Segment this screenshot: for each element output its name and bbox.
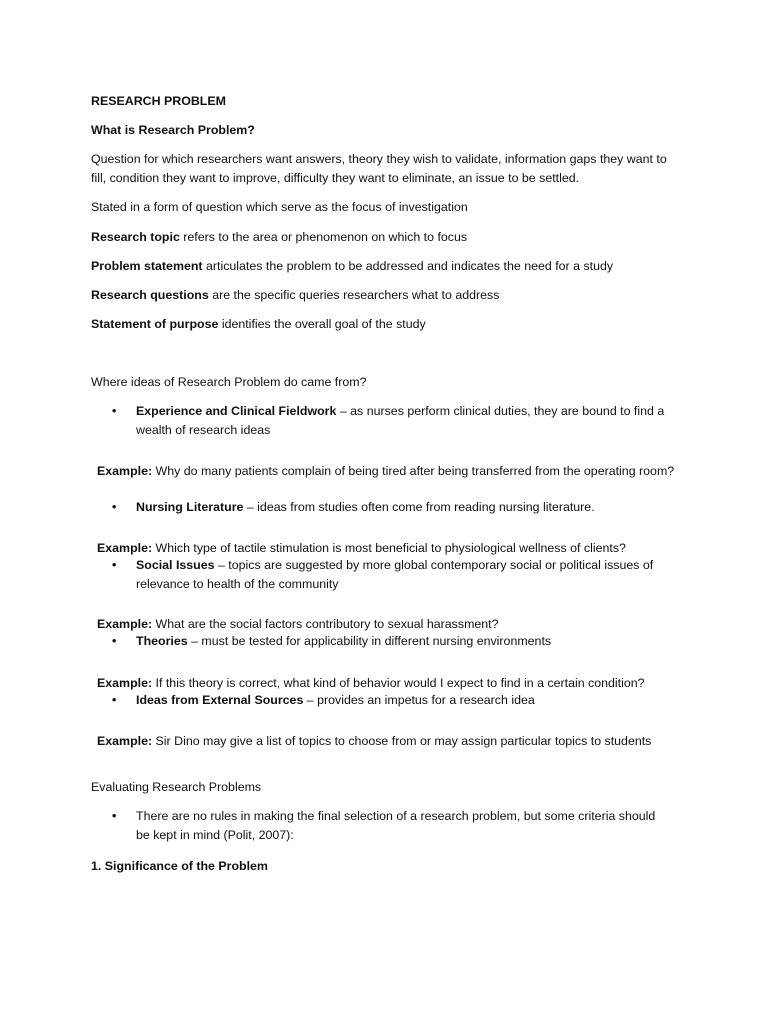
term-problem-statement [91,257,681,276]
term-statement-of-purpose [91,315,681,334]
bullet-icon: • [112,634,117,648]
term-label: Research topic [91,230,180,244]
term-label: Statement of purpose [91,317,219,331]
document-title: RESEARCH PROBLEM [91,94,226,108]
bullet-text [136,556,672,594]
bullet-icon: • [112,693,117,707]
source-name: Social Issues [136,558,215,572]
bullet-icon: • [112,404,117,418]
source-name: Experience and Clinical Fieldwork [136,404,337,418]
term-text: are the specific queries researchers what to address [208,288,500,302]
bullet-icon: • [112,500,117,514]
bullet-icon: • [112,558,117,572]
term-text: refers to the area or phenomenon on which to focus [179,230,468,244]
term-text: identifies the overall goal of the study [218,317,426,331]
source-name: Nursing Literature [136,500,244,514]
source-name: Ideas from External Sources [136,693,304,707]
evaluating-heading: Evaluating Research Problems [91,780,262,794]
bullet-icon: • [112,809,117,823]
example-label: Example: [97,464,153,479]
source-desc: – must be tested for applicability in different nursing environments [187,634,552,648]
bullet-text [136,402,672,440]
term-label: Research questions [91,288,209,302]
criterion-heading: 1. Significance of the Problem [91,859,268,873]
example-paragraph [97,732,677,751]
stated-paragraph: Stated in a form of question which serve as the focus of investigation [91,200,468,214]
example-text: Which type of tactile stimulation is most beneficial to physiological wellness of clients? [152,541,626,556]
term-label: Problem statement [91,259,203,273]
source-desc: – ideas from studies often come from reading nursing literature. [243,500,595,514]
example-text: Why do many patients complain of being tired after being transferred from the operating room? [152,464,675,479]
example-text: Sir Dino may give a list of topics to choose from or may assign particular topics to students [152,734,652,749]
example-label: Example: [97,617,153,632]
example-text: What are the social factors contributory to sexual harassment? [152,617,499,632]
example-label: Example: [97,541,153,556]
source-desc: – topics are suggested by more global contemporary social or political issues of relevance to health of the community [136,558,654,591]
term-research-questions [91,286,681,305]
source-desc: – provides an impetus for a research idea [303,693,535,707]
source-desc: – as nurses perform clinical duties, they are bound to find a wealth of research ideas [136,404,665,437]
example-label: Example: [97,734,153,749]
term-text: articulates the problem to be addressed and indicates the need for a study [202,259,614,273]
definition-paragraph: Question for which researchers want answers, theory they wish to validate, information gaps they want to fill, condition they want to improve, difficulty they want to eliminate, an issue to be settled. [91,152,667,185]
what-is-heading: What is Research Problem? [91,123,255,137]
example-label: Example: [97,676,153,691]
example-paragraph [97,462,677,481]
term-research-topic [91,228,681,247]
bullet-text [136,498,672,517]
bullet-text: There are no rules in making the final selection of a research problem, but some criteria should be kept in mind (Polit, 2007): [136,809,656,842]
bullet-text [136,632,672,651]
ideas-heading: Where ideas of Research Problem do came from? [91,375,367,389]
source-name: Theories [136,634,188,648]
bullet-text [136,691,672,710]
example-text: If this theory is correct, what kind of behavior would I expect to find in a certain condition? [152,676,645,691]
